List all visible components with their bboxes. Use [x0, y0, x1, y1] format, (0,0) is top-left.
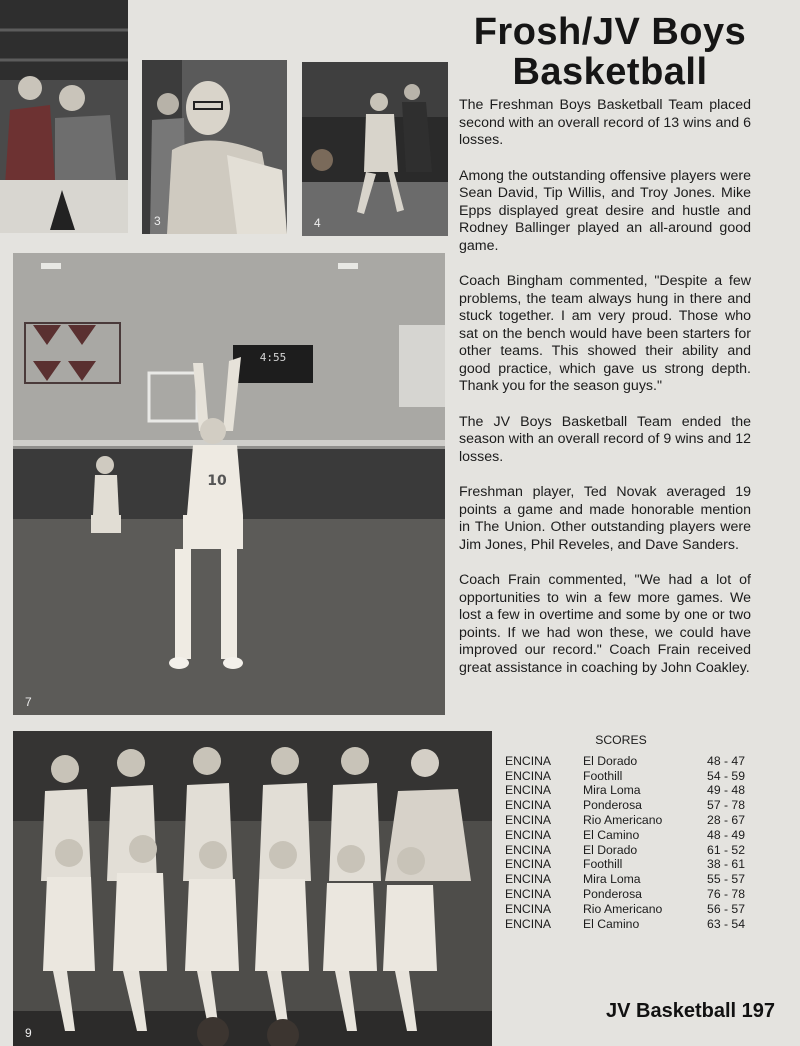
table-row: [505, 754, 745, 769]
team-cell: ENCINA: [505, 798, 552, 813]
paragraph: Coach Frain commented, "We had a lot of opportunities to win a few more games. We lost a few in overtime and some by one or two points. If we had won these, we could have improved our record." Coach Frain received great assistance in coaching by John Coakley.: [459, 572, 751, 676]
opponent-cell: Foothill: [583, 768, 623, 783]
photo-team: [13, 731, 492, 1046]
crowd-illustration: [0, 0, 128, 233]
team-cell: ENCINA: [505, 827, 552, 842]
jersey-number: 10: [207, 473, 227, 489]
score-cell: 76 - 78: [707, 886, 745, 901]
page-title: [455, 12, 765, 92]
paragraph: Freshman player, Ted Novak averaged 19 points a game and made honorable mention in The Union. Other outstanding players were Jim Jones, Phil Reveles, and Dave Sanders.: [459, 484, 751, 553]
paragraph: Among the outstanding offensive players were Sean David, Tip Willis, and Troy Jones. Mike Epps displayed great desire and hustle and Rodney Ballinger played an all-around good game.: [459, 167, 751, 254]
team-cell: ENCINA: [505, 901, 552, 916]
table-row: [505, 813, 745, 828]
opponent-cell: Rio Americano: [583, 812, 663, 827]
opponent-cell: El Dorado: [583, 842, 638, 857]
article-body: [459, 97, 751, 695]
table-row: [505, 843, 745, 858]
scores-table: [505, 733, 745, 931]
team-cell: ENCINA: [505, 842, 552, 857]
team-illustration: [13, 731, 492, 1046]
photo-free-throw: [13, 253, 445, 715]
table-row: [505, 857, 745, 872]
score-cell: 54 - 59: [707, 768, 745, 783]
scoreboard-clock: 4:55: [259, 351, 287, 364]
score-cell: 48 - 47: [707, 753, 745, 768]
team-cell: ENCINA: [505, 857, 552, 872]
photo-coach: [142, 60, 287, 234]
opponent-cell: Foothill: [583, 857, 623, 872]
score-cell: 55 - 57: [707, 872, 745, 887]
photo-number-4: 4: [314, 216, 321, 230]
opponent-cell: El Camino: [583, 827, 640, 842]
team-cell: ENCINA: [505, 886, 552, 901]
score-cell: 48 - 49: [707, 827, 745, 842]
photo-crowd: [0, 0, 128, 233]
team-cell: ENCINA: [505, 783, 552, 798]
score-cell: 28 - 67: [707, 812, 745, 827]
opponent-cell: El Camino: [583, 916, 640, 931]
table-row: [505, 769, 745, 784]
paragraph: The JV Boys Basketball Team ended the season with an overall record of 9 wins and 12 losses.: [459, 413, 751, 465]
dribble-illustration: [302, 62, 448, 236]
score-cell: 38 - 61: [707, 857, 745, 872]
photo-number-7: 7: [25, 695, 32, 709]
title-line-2: Basketball: [512, 51, 708, 93]
photo-number-3: 3: [154, 214, 161, 228]
team-cell: ENCINA: [505, 916, 552, 931]
photo-dribble: [302, 62, 448, 236]
page-footer: JV Basketball 197: [606, 1000, 775, 1022]
table-row: [505, 783, 745, 798]
opponent-cell: El Dorado: [583, 753, 638, 768]
score-cell: 49 - 48: [707, 783, 745, 798]
team-cell: ENCINA: [505, 812, 552, 827]
gym-illustration: [13, 253, 445, 715]
score-cell: 57 - 78: [707, 798, 745, 813]
score-cell: 56 - 57: [707, 901, 745, 916]
title-line-1: Frosh/JV Boys: [473, 11, 747, 53]
table-row: [505, 917, 745, 932]
opponent-cell: Mira Loma: [583, 783, 641, 798]
team-cell: ENCINA: [505, 768, 552, 783]
score-cell: 63 - 54: [707, 916, 745, 931]
table-row: [505, 902, 745, 917]
table-row: [505, 887, 745, 902]
photo-number-9: 9: [25, 1026, 32, 1040]
scores-heading: SCORES: [595, 733, 647, 747]
opponent-cell: Ponderosa: [583, 886, 642, 901]
table-row: [505, 872, 745, 887]
coach-illustration: [142, 60, 287, 234]
opponent-cell: Rio Americano: [583, 901, 663, 916]
table-row: [505, 798, 745, 813]
score-cell: 61 - 52: [707, 842, 745, 857]
team-cell: ENCINA: [505, 872, 552, 887]
team-cell: ENCINA: [505, 753, 552, 768]
opponent-cell: Mira Loma: [583, 872, 641, 887]
paragraph: Coach Bingham commented, "Despite a few problems, the team always hung in there and stuck together. I am very proud. Those who sat on the bench would have been starters for other teams. This showed their ability and good practice, which gave us strong depth. Thank you for the season guys.": [459, 273, 751, 394]
opponent-cell: Ponderosa: [583, 798, 642, 813]
table-row: [505, 828, 745, 843]
paragraph: The Freshman Boys Basketball Team placed second with an overall record of 13 wins and 6 losses.: [459, 97, 751, 148]
